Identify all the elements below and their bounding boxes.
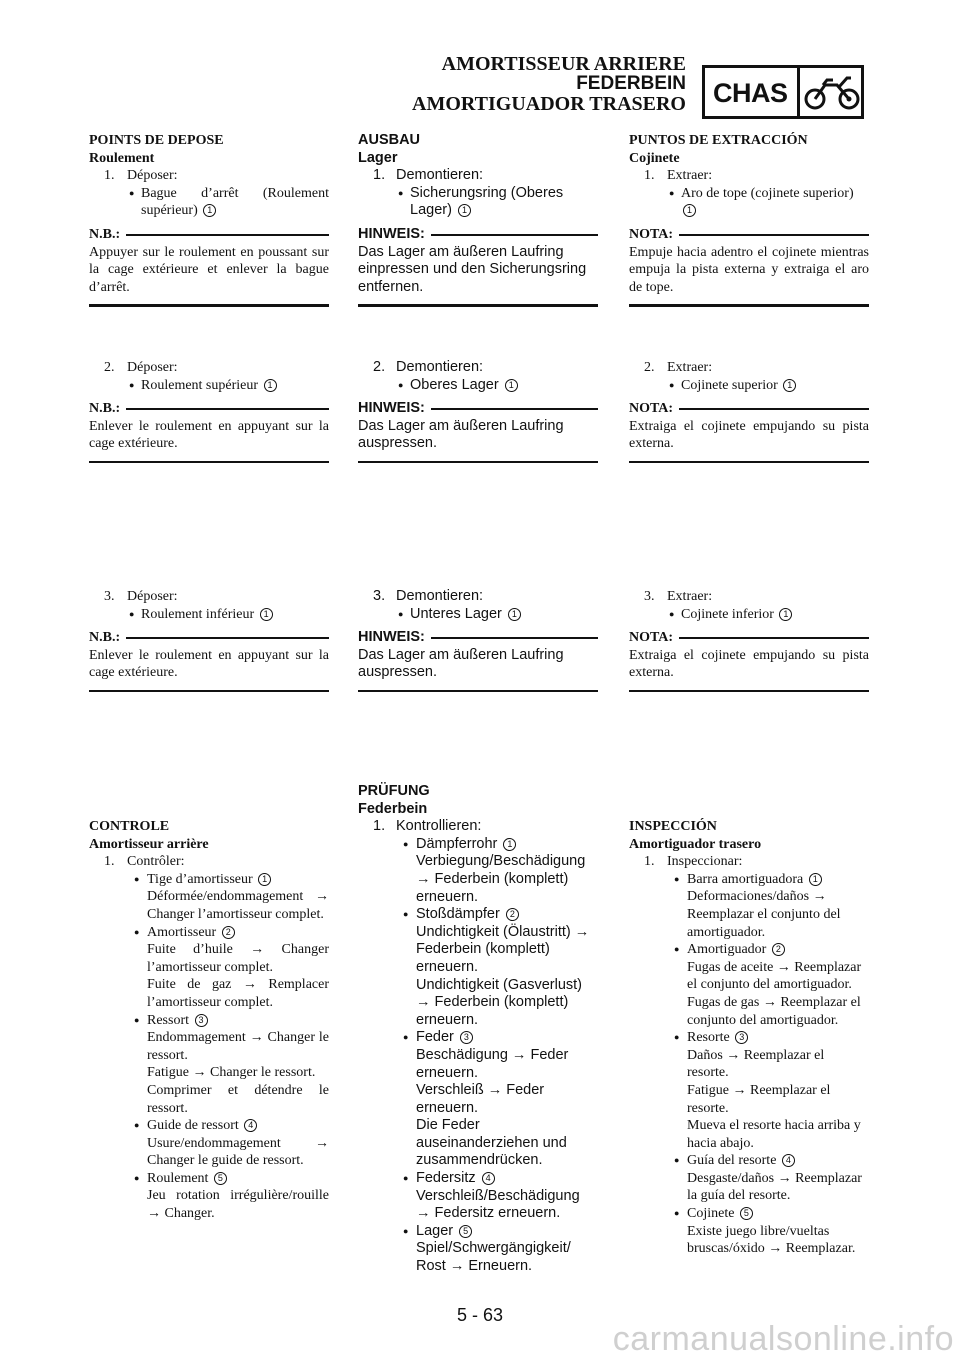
callout-3: 3 [460,1031,473,1044]
check-item-detail: Fatigue → Changer le ressort. [147,1065,316,1081]
note-text: Enlever le roulement en appuyant sur la cage extérieure. [89,418,329,452]
step-label: Demontieren: [396,167,484,184]
check-item [89,871,329,924]
note-label: NOTA: [629,630,674,646]
check-item-name: Lager [416,1222,454,1239]
callout-1: 1 [505,379,518,392]
step-1 [358,818,598,836]
callout-5: 5 [459,1225,472,1238]
note-end-rule [358,461,598,464]
step-item [89,606,329,624]
section-subtitle: Roulement [89,150,155,166]
section-title: AUSBAU [358,132,421,148]
step-2-block [89,359,329,463]
step-label: Déposer: [127,589,178,604]
section-subtitle: Lager [358,149,398,166]
check-item-detail: Endommagement → Changer le ressort. [147,1030,329,1063]
check-item [629,941,869,1029]
check-item-detail: Mueva el resorte hacia arriba y hacia abajo. [687,1118,861,1151]
step-label: Déposer: [127,360,178,375]
note-label: HINWEIS: [358,629,425,646]
note-heading [629,226,869,244]
note-text: Extraiga el cojinete empujando su pista externa. [629,418,869,452]
chassis-badge-label: CHAS [713,78,788,108]
section-subtitle: Federbein [358,800,428,817]
callout-1: 1 [503,838,516,851]
removal-section [358,132,598,307]
check-item [358,836,598,906]
check-item-name: Roulement [147,1170,209,1186]
note-rule [431,234,598,236]
callout-1: 1 [783,379,796,392]
callout-1: 1 [683,204,696,217]
callout-2: 2 [222,926,235,939]
step-label: Déposer: [127,168,178,184]
check-item [358,1170,598,1223]
inspection-section [89,818,329,1223]
check-item [89,1170,329,1223]
step-number: 2. [644,360,655,375]
note-label: N.B.: [89,630,121,646]
callout-5: 5 [740,1207,753,1220]
callout-5: 5 [214,1172,227,1185]
note-heading [629,629,869,647]
section-subtitle: Cojinete [629,150,680,166]
check-item-name: Ressort [147,1012,189,1028]
note-text: Das Lager am äußeren Laufring einpressen und den Sicherungsring entfernen. [358,243,587,295]
callout-1: 1 [508,608,521,621]
step-2 [358,359,598,377]
step-label: Extraer: [667,360,713,375]
step-label: Inspeccionar: [667,854,743,870]
check-item-name: Amortisseur [147,924,217,940]
header-title-fr: AMORTISSEUR ARRIERE [441,53,686,75]
check-item-name: Guide de ressort [147,1118,239,1134]
step-item-text: Aro de tope (cojinete superior) [681,185,854,201]
callout-1: 1 [458,204,471,217]
check-item-name: Resorte [687,1030,730,1046]
note-label: N.B.: [89,401,121,417]
check-item-detail: Fatigue → Reemplazar el resorte. [687,1082,831,1116]
step-label: Contrôler: [127,854,185,870]
check-item [358,1029,598,1170]
callout-2: 2 [772,943,785,956]
step-3 [89,588,329,606]
check-item-name: Dämpferrohr [416,835,498,852]
check-item-detail: Desgaste/daños → Reemplazar la guía del resorte. [687,1170,862,1204]
check-item-detail: Déformée/endommagement → Changer l’amortisseur complet. [147,889,329,922]
removal-section [629,132,869,307]
note-end-rule [358,690,598,693]
check-item-detail: Verbiegung/Beschädigung → Federbein (komplett) erneuern. [416,853,586,905]
step-1 [89,853,329,871]
page-number: 5 - 63 [456,1305,504,1325]
check-item [629,871,869,941]
step-number: 3. [104,589,115,604]
check-item-detail: Fugas de gas → Reemplazar el conjunto del amortiguador. [687,994,861,1028]
check-item-detail: Undichtigkeit (Gasverlust) → Federbein (komplett) erneuern. [416,976,582,1028]
note-end-rule [358,304,598,307]
step-item [629,185,869,220]
step-2 [629,359,869,377]
check-item-detail: Comprimer et détendre le ressort. [147,1082,329,1116]
check-item [629,1152,869,1205]
step-2 [89,359,329,377]
note-label: HINWEIS: [358,400,425,417]
check-item-detail: Undichtigkeit (Ölaustritt) → Federbein (komplett) erneuern. [416,923,590,975]
check-item-name: Feder [416,1029,454,1046]
check-item-name: Barra amortiguadora [687,871,804,887]
step-item-text: Cojinete superior [681,377,778,393]
watermark: carmanualsonline.info [612,1320,954,1358]
step-2-block [629,359,869,463]
note-text: Das Lager am äußeren Laufring auspressen. [358,417,564,452]
step-number: 2. [104,360,115,375]
check-item-name: Federsitz [416,1170,476,1187]
step-number: 1. [644,854,655,870]
step-label: Demontieren: [396,588,484,604]
step-item-text: Roulement supérieur [141,377,259,393]
check-item-detail: Jeu rotation irrégulière/rouille → Changer. [147,1188,329,1222]
step-item-text: Sicherungsring (Oberes Lager) [410,184,564,219]
step-number: 1. [644,168,655,184]
note-label: N.B.: [89,226,121,242]
note-text: Appuyer sur le roulement en poussant sur la cage extérieure et enlever la bague d’arrêt. [89,244,329,295]
removal-section [89,132,329,307]
section-title: INSPECCIÓN [629,819,717,834]
note-heading [358,400,598,418]
note-heading [358,629,598,647]
note-rule [126,408,329,410]
note-rule [126,637,329,639]
check-item-detail: Fuite de gaz → Remplacer l’amortisseur complet. [147,977,329,1010]
step-number: 1. [104,168,115,184]
step-item [89,185,329,220]
step-3 [358,588,598,606]
check-item [89,924,329,1012]
check-item-name: Guía del resorte [687,1153,777,1169]
check-item-detail: Deformaciones/daños → Reemplazar el conjunto del amortiguador. [687,889,841,940]
step-item [629,606,869,624]
step-item [89,377,329,395]
callout-2: 2 [506,908,519,921]
callout-4: 4 [244,1119,257,1132]
callout-3: 3 [195,1014,208,1027]
step-number: 2. [373,359,386,375]
check-item-name: Cojinete [687,1206,735,1222]
check-item-detail: Existe juego libre/vueltas bruscas/óxido → Reemplazar. [687,1223,856,1257]
note-text: Empuje hacia adentro el cojinete mientras empuja la pista externa y extraiga el aro de tope. [629,244,869,295]
step-2-block [358,359,598,463]
note-text: Enlever le roulement en appuyant sur la cage extérieure. [89,647,329,681]
step-item [358,606,598,624]
step-number: 3. [644,589,655,604]
step-1 [629,853,869,871]
step-item-text: Cojinete inferior [681,606,774,622]
step-1 [629,167,869,185]
note-text: Das Lager am äußeren Laufring auspressen. [358,646,564,681]
callout-1: 1 [779,608,792,621]
callout-1: 1 [264,379,277,392]
check-item [358,1223,598,1276]
note-text: Extraiga el cojinete empujando su pista externa. [629,647,869,681]
check-item-name: Amortiguador [687,942,767,958]
note-rule [431,408,598,410]
section-subtitle: Amortiguador trasero [629,836,762,852]
note-rule [679,234,869,236]
motorcycle-icon [803,72,861,114]
check-item-detail: Verschleiß/Beschädigung → Federsitz erneuern. [416,1187,580,1222]
note-label: HINWEIS: [358,225,425,242]
section-title: CONTROLE [89,819,170,834]
step-item-text: Bague d’arrêt (Roulement supérieur) [141,185,329,219]
step-label: Demontieren: [396,359,484,375]
step-number: 1. [373,818,386,835]
inspection-section [629,818,869,1258]
badge-divider [797,68,800,116]
step-3-block [358,588,598,692]
note-end-rule [629,690,869,693]
step-number: 1. [373,167,386,184]
note-rule [126,234,329,236]
check-item [89,1012,329,1118]
check-item-detail: Fugas de aceite → Reemplazar el conjunto del amortiguador. [687,959,862,993]
step-item-text: Unteres Lager [410,605,502,622]
check-item [358,906,598,1029]
note-rule [431,637,598,639]
note-label: NOTA: [629,401,674,417]
header-title-de: FEDERBEIN [576,73,686,94]
note-heading [89,400,329,418]
check-item-detail: Daños → Reemplazar el resorte. [687,1047,825,1081]
step-label: Kontrollieren: [396,818,482,835]
callout-1: 1 [203,204,216,217]
step-item-text: Roulement inférieur [141,606,255,622]
step-item [629,377,869,395]
check-item-name: Tige d’amortisseur [147,871,253,887]
check-item-detail: Beschädigung → Feder erneuern. [416,1046,569,1081]
step-number: 3. [373,588,386,604]
check-item-name: Stoßdämpfer [416,906,500,923]
note-rule [679,637,869,639]
note-end-rule [89,690,329,693]
step-label: Extraer: [667,589,713,604]
check-item-detail: Fuite d’huile → Changer l’amortisseur complet. [147,942,329,975]
callout-1: 1 [260,608,273,621]
callout-1: 1 [809,873,822,886]
check-item-detail: Verschleiß → Feder erneuern. [416,1082,545,1116]
callout-3: 3 [735,1031,748,1044]
section-title: PUNTOS DE EXTRACCIÓN [629,133,808,148]
note-end-rule [629,304,869,307]
check-item-detail: Spiel/Schwergängigkeit/ Rost → Erneuern. [416,1240,571,1275]
step-label: Extraer: [667,168,713,184]
check-item-detail: Usure/endommagement → Changer le guide de ressort. [147,1135,329,1169]
note-rule [679,408,869,410]
callout-4: 4 [482,1172,495,1185]
page-header [412,54,686,114]
step-1 [358,167,598,185]
note-heading [358,226,598,244]
chassis-badge [702,65,864,119]
step-3-block [89,588,329,692]
section-title: POINTS DE DEPOSE [89,133,224,148]
callout-1: 1 [258,873,271,886]
note-heading [89,226,329,244]
note-end-rule [629,461,869,464]
section-subtitle: Amortisseur arrière [89,836,209,852]
step-item [358,377,598,395]
step-number: 1. [104,854,115,870]
note-end-rule [89,304,329,307]
step-item [358,185,598,220]
step-3 [629,588,869,606]
check-item [89,1117,329,1170]
check-item [629,1205,869,1258]
inspection-section [358,783,598,1276]
section-title: PRÜFUNG [358,783,430,799]
note-label: NOTA: [629,226,674,242]
step-item-text: Oberes Lager [410,376,499,393]
callout-4: 4 [782,1154,795,1167]
step-3-block [629,588,869,692]
note-heading [89,629,329,647]
check-item [629,1029,869,1152]
header-title-es: AMORTIGUADOR TRASERO [412,93,686,115]
step-1 [89,167,329,185]
check-item-detail: Die Feder auseinanderziehen und zusammendrücken. [416,1117,567,1169]
note-end-rule [89,461,329,464]
note-heading [629,400,869,418]
